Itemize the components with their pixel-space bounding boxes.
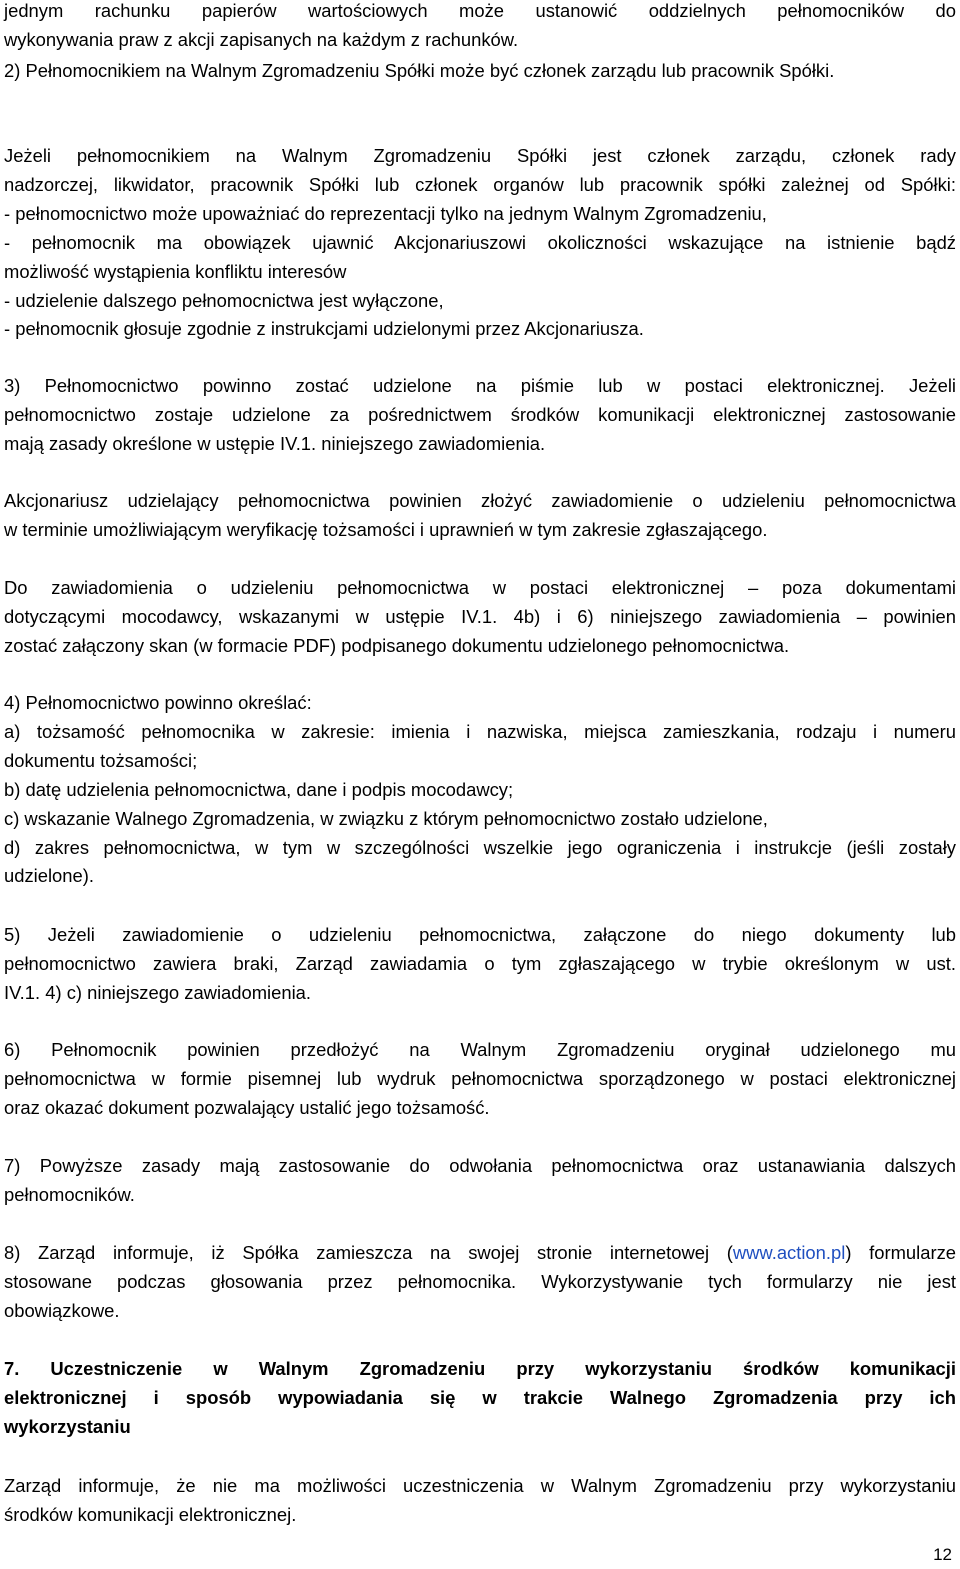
paragraph-3-notice (4, 487, 956, 545)
paragraph-2-conditions (4, 142, 956, 344)
text-line: pełnomocnictwo zawiera braki, Zarząd zawiadamia o tym zgłaszającego w trybie określonym w ust. (4, 952, 956, 974)
paragraph-7 (4, 1152, 956, 1210)
text-line: 7) Powyższe zasady mają zastosowanie do odwołania pełnomocnictwa oraz ustanawiania dalszych (4, 1155, 956, 1176)
text-line: a) tożsamość pełnomocnika w zakresie: imienia i nazwiska, miejsca zamieszkania, rodzaju i numeru (4, 720, 956, 742)
text-line: 2) Pełnomocnikiem na Walnym Zgromadzeniu Spółki może być członek zarządu lub pracownik Spółki. (4, 60, 835, 81)
text-segment: 8) Zarząd informuje, iż Spółka zamieszcza na swojej stronie internetowej ( (4, 1242, 733, 1263)
text-line: Akcjonariusz udzielający pełnomocnictwa powinien złożyć zawiadomienie o udzieleniu pełnomocnictwa (4, 490, 956, 511)
website-link[interactable]: www.action.pl (732, 1242, 846, 1263)
text-line: c) wskazanie Walnego Zgromadzenia, w związku z którym pełnomocnictwo zostało udzielone, (4, 807, 768, 829)
text-line: - udzielenie dalszego pełnomocnictwa jest wyłączone, (4, 289, 444, 311)
intro-paragraph (4, 0, 956, 55)
text-line: - pełnomocnik głosuje zgodnie z instrukcjami udzielonymi przez Akcjonariusza. (4, 318, 644, 340)
text-line: w terminie umożliwiającym weryfikację tożsamości i uprawnień w tym zakresie zgłaszającego. (4, 518, 768, 540)
paragraph-5 (4, 921, 956, 1008)
text-line: 4) Pełnomocnictwo powinno określać: (4, 692, 312, 713)
text-line (4, 1239, 956, 1268)
text-line: IV.1. 4) c) niniejszego zawiadomienia. (4, 981, 312, 1003)
text-line: pełnomocnictwa w formie pisemnej lub wydruk pełnomocnictwa sporządzonego w postaci elektronicznej (4, 1067, 956, 1089)
text-line: b) datę udzielenia pełnomocnictwa, dane i podpis mocodawcy; (4, 778, 514, 800)
text-line: stosowane podczas głosowania przez pełnomocnika. Wykorzystywanie tych formularzy nie jest (4, 1270, 956, 1292)
text-line: wykonywania praw z akcji zapisanych na każdym z rachunków. (4, 28, 519, 50)
closing-paragraph (4, 1472, 956, 1530)
text-line: dokumentu tożsamości; (4, 749, 198, 771)
page-number: 12 (933, 1545, 952, 1564)
heading-line: wykorzystaniu (4, 1415, 131, 1437)
text-line: Zarząd informuje, że nie ma możliwości uczestniczenia w Walnym Zgromadzeniu przy wykorzystaniu (4, 1475, 956, 1496)
text-line: Jeżeli pełnomocnikiem na Walnym Zgromadzeniu Spółki jest członek zarządu, członek rady (4, 145, 956, 166)
text-line: udzielone). (4, 865, 94, 887)
text-line: pełnomocników. (4, 1183, 135, 1205)
paragraph-3 (4, 372, 956, 459)
text-segment: ) formularze (845, 1242, 956, 1263)
text-line: Do zawiadomienia o udzieleniu pełnomocnictwa w postaci elektronicznej – poza dokumentami (4, 577, 956, 598)
text-line: mają zasady określone w ustępie IV.1. niniejszego zawiadomienia. (4, 432, 546, 454)
text-line: jednym rachunku papierów wartościowych może ustanowić oddzielnych pełnomocników do (4, 0, 956, 21)
paragraph-8 (4, 1239, 956, 1326)
paragraph-4 (4, 689, 956, 891)
text-line: d) zakres pełnomocnictwa, w tym w szczególności wszelkie jego ograniczenia i instrukcje (jeśli zostały (4, 836, 956, 858)
heading-line: elektronicznej i sposób wypowiadania się w trakcie Walnego Zgromadzenia przy ich (4, 1386, 956, 1408)
text-line: zostać załączony skan (w formacie PDF) podpisanego dokumentu udzielonego pełnomocnictwa. (4, 634, 790, 656)
section-7-heading (4, 1355, 956, 1442)
paragraph-6 (4, 1036, 956, 1123)
text-line: środków komunikacji elektronicznej. (4, 1503, 297, 1525)
text-line: - pełnomocnik ma obowiązek ujawnić Akcjonariuszowi okoliczności wskazujące na istnienie bądź (4, 231, 956, 253)
text-line: - pełnomocnictwo może upoważniać do reprezentacji tylko na jednym Walnym Zgromadzeniu, (4, 202, 767, 224)
text-line: 3) Pełnomocnictwo powinno zostać udzielone na piśmie lub w postaci elektronicznej. Jeżeli (4, 375, 956, 396)
text-line: pełnomocnictwo zostaje udzielone za pośrednictwem środków komunikacji elektronicznej zastosowanie (4, 403, 956, 425)
text-line: nadzorczej, likwidator, pracownik Spółki lub członek organów lub pracownik spółki zależnej od Spółki: (4, 173, 956, 195)
text-line: możliwość wystąpienia konfliktu interesów (4, 260, 347, 282)
text-line: oraz okazać dokument pozwalający ustalić jego tożsamość. (4, 1096, 490, 1118)
text-line: obowiązkowe. (4, 1299, 120, 1321)
text-line: 5) Jeżeli zawiadomienie o udzieleniu pełnomocnictwa, załączone do niego dokumenty lub (4, 924, 956, 945)
text-line: dotyczącymi mocodawcy, wskazanymi w ustępie IV.1. 4b) i 6) niniejszego zawiadomienia – powinien (4, 605, 956, 627)
paragraph-2 (4, 57, 956, 86)
text-line: 6) Pełnomocnik powinien przedłożyć na Walnym Zgromadzeniu oryginał udzielonego mu (4, 1039, 956, 1060)
heading-line: 7. Uczestniczenie w Walnym Zgromadzeniu przy wykorzystaniu środków komunikacji (4, 1358, 956, 1379)
paragraph-3-electronic (4, 574, 956, 661)
